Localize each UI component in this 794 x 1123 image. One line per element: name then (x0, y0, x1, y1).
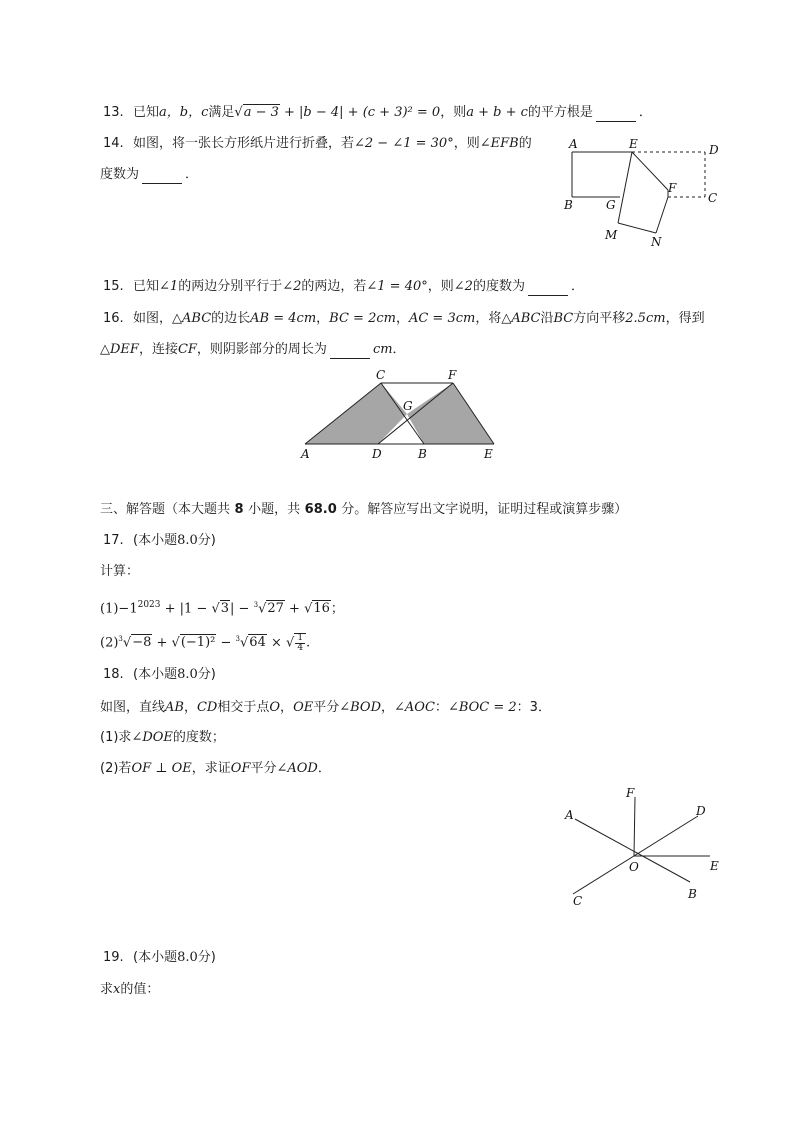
label-A: A (569, 137, 578, 151)
label-A: A (565, 808, 574, 822)
question-14-line2: 度数为 ． (100, 167, 199, 182)
label-C: C (573, 894, 583, 908)
question-16: 16. 如图，△ABC的边长AB = 4cm，BC = 2cm，AC = 3cm，将△ABC沿BC方向平移2.5cm，得到 (103, 311, 705, 326)
question-17-part1: $(1)-1^{2023} + |1 - √3| - ^3√27 + √16$； (100, 600, 344, 617)
label-O: O (629, 860, 639, 874)
label-E: E (629, 137, 638, 151)
question-number: 17. (103, 533, 124, 548)
question-14: 14. 如图，将一张长方形纸片进行折叠，若∠2 − ∠1 = 30°，则∠EFB的 (103, 136, 532, 151)
label-M: M (605, 228, 618, 242)
question-number: 16. (103, 311, 124, 326)
label-N: N (651, 235, 662, 249)
question-number: 19. (103, 950, 124, 965)
answer-blank[interactable] (330, 344, 370, 359)
question-18-part2: (2)若OF ⊥ OE，求证OF平分∠AOD． (100, 761, 331, 776)
label-A: A (301, 447, 310, 461)
question-16-line2: △DEF，连接CF，则阴影部分的周长为 cm． (100, 342, 406, 357)
label-G: G (606, 198, 616, 212)
question-18: 18. (本小题8.0分) (103, 667, 216, 682)
question-13: 13. 已知a，b，c满足√a − 3 + |b − 4| + (c + 3)² = 0，则a + b + c的平方根是 ． (103, 105, 652, 120)
question-number: 18. (103, 667, 124, 682)
label-E: E (484, 447, 493, 461)
label-G: G (403, 399, 413, 413)
question-19: 19. (本小题8.0分) (103, 950, 216, 965)
question-number: 13. (103, 105, 124, 120)
label-F: F (668, 181, 677, 195)
figure-intersecting-lines (560, 783, 730, 917)
question-17-part2: $(2)^3√-8 + √(-1)^2 - ^3√64 \times √\frac{1}{4}$. (100, 632, 311, 653)
question-18-part1: (1)求∠DOE的度数； (100, 730, 225, 745)
label-D: D (709, 143, 719, 157)
label-C: C (708, 191, 718, 205)
label-B: B (688, 887, 697, 901)
figure-translated-triangles (298, 366, 508, 470)
label-D: D (372, 447, 382, 461)
question-19-stem: 求x的值： (100, 982, 160, 997)
answer-blank[interactable] (142, 169, 182, 184)
label-F: F (448, 368, 457, 382)
label-C: C (376, 368, 386, 382)
answer-blank[interactable] (528, 281, 568, 296)
label-E: E (710, 859, 719, 873)
question-number: 14. (103, 136, 124, 151)
label-D: D (696, 804, 706, 818)
answer-blank[interactable] (596, 107, 636, 122)
section-heading: 三、解答题（本大题共 8 小题，共 68.0 分。解答应写出文字说明，证明过程或演算步骤） (100, 502, 628, 517)
label-B: B (418, 447, 427, 461)
label-F: F (626, 786, 635, 800)
label-B: B (564, 198, 573, 212)
figure-folded-rectangle (560, 135, 730, 254)
question-17: 17. (本小题8.0分) (103, 533, 216, 548)
question-15: 15. 已知∠1的两边分别平行于∠2的两边，若∠1 = 40°，则∠2的度数为 ． (103, 279, 584, 294)
question-18-stem: 如图，直线AB，CD相交于点O，OE平分∠BOD，∠AOC：∠BOC = 2：3． (100, 700, 551, 715)
question-17-instruction: 计算： (100, 564, 140, 579)
question-number: 15. (103, 279, 124, 294)
